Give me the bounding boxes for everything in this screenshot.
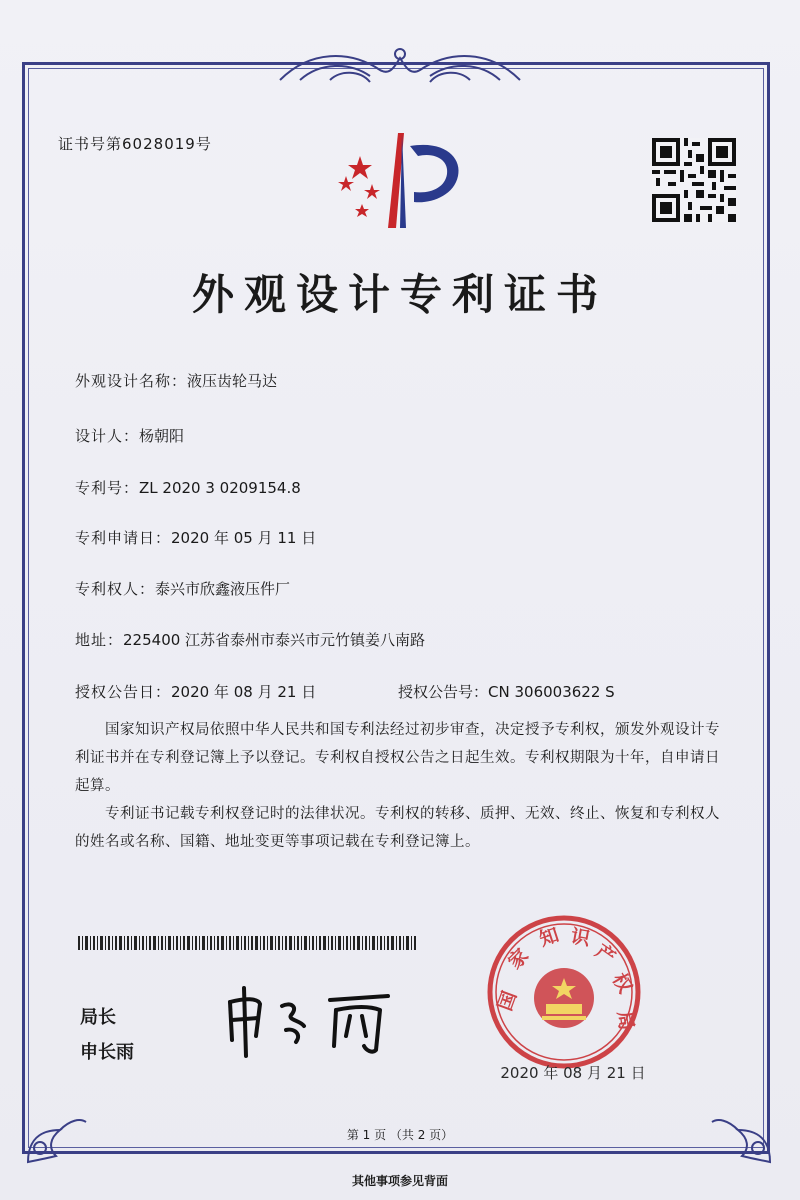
field-grant-date bbox=[75, 681, 316, 702]
field-value: 2020 年 08 月 21 日 bbox=[171, 683, 317, 701]
top-ornament-icon bbox=[270, 40, 530, 92]
svg-text:产: 产 bbox=[591, 940, 620, 970]
field-label: 专利号： bbox=[75, 479, 140, 497]
qr-code-icon bbox=[652, 138, 736, 222]
field-value: 液压齿轮马达 bbox=[187, 372, 278, 390]
field-label: 授权公告号： bbox=[398, 683, 489, 701]
certificate-number bbox=[58, 133, 212, 154]
certificate-number-suffix: 号 bbox=[195, 135, 212, 153]
field-value: ZL 2020 3 0209154.8 bbox=[139, 479, 301, 497]
field-value: 2020 年 05 月 11 日 bbox=[171, 529, 317, 547]
field-patent-number bbox=[75, 477, 301, 498]
svg-text:识: 识 bbox=[569, 925, 592, 951]
field-value: 225400 江苏省泰州市泰兴市元竹镇姜八南路 bbox=[123, 631, 426, 649]
field-value: 杨朝阳 bbox=[139, 427, 185, 445]
director-name: 申长雨 bbox=[80, 1042, 134, 1063]
barcode-icon bbox=[78, 936, 418, 950]
field-label: 外观设计名称： bbox=[75, 372, 188, 390]
director-signature-icon bbox=[220, 980, 420, 1060]
svg-text:家: 家 bbox=[503, 944, 533, 974]
page-indicator: 第 1 页 （共 2 页） bbox=[346, 1128, 454, 1142]
statement-paragraph: 专利证书记载专利权登记时的法律状况。专利权的转移、质押、无效、终止、恢复和专利权人的姓名或名称、国籍、地址变更等事项记载在专利登记簿上。 bbox=[75, 806, 720, 850]
field-patentee bbox=[75, 578, 290, 599]
field-value: 泰兴市欣鑫液压件厂 bbox=[155, 580, 291, 598]
footer-note: 其他事项参见背面 bbox=[351, 1174, 448, 1188]
field-label: 专利权人： bbox=[75, 580, 156, 598]
certificate-number-value: 6028019 bbox=[122, 135, 196, 153]
field-designer bbox=[75, 425, 184, 446]
seal-date: 2020 年 08 月 21 日 bbox=[500, 1064, 646, 1082]
field-filing-date bbox=[75, 527, 316, 548]
field-label: 地址： bbox=[75, 631, 124, 649]
field-label: 专利申请日： bbox=[75, 529, 172, 547]
field-design-name bbox=[75, 370, 277, 391]
field-publication-number bbox=[398, 681, 615, 702]
field-label: 授权公告日： bbox=[75, 683, 172, 701]
svg-text:国: 国 bbox=[494, 988, 522, 1014]
director-title: 局长 bbox=[80, 1007, 116, 1028]
svg-text:知: 知 bbox=[536, 923, 562, 951]
field-value: CN 306003622 S bbox=[488, 683, 615, 701]
statement-paragraph: 国家知识产权局依照中华人民共和国专利法经过初步审查，决定授予专利权，颁发外观设计专利证书并在专利登记簿上予以登记。专利权自授权公告之日起生效。专利权期限为十年，自申请日起算。 bbox=[75, 722, 720, 794]
field-address bbox=[75, 629, 425, 650]
svg-text:权: 权 bbox=[607, 969, 637, 997]
official-seal-icon bbox=[484, 912, 644, 1072]
certificate-title: 外观设计专利证书 bbox=[191, 270, 608, 319]
certificate-number-label: 证书号第 bbox=[58, 135, 123, 153]
svg-text:局: 局 bbox=[613, 1009, 638, 1032]
field-label: 设计人： bbox=[75, 427, 140, 445]
cnipa-logo-icon bbox=[330, 118, 470, 228]
